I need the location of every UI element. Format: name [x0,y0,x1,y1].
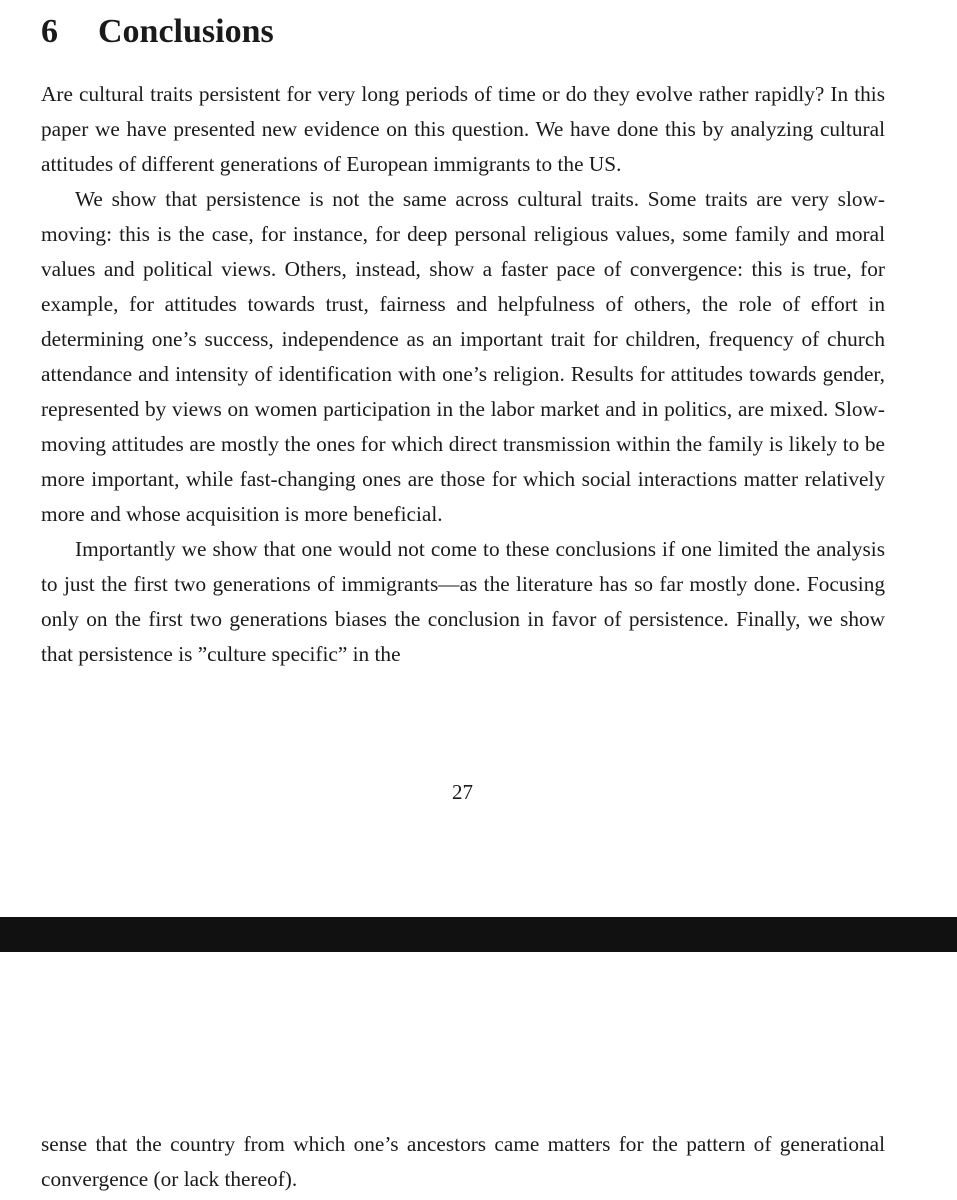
page-break-divider [0,917,957,952]
paragraph-3: Importantly we show that one would not come to these conclusions if one limited the analysis to just the first two generations of immigrants—as the literature has so far mostly done. Focusing only on the first two generations biases the conclusion in favor of persistence. Finally, we show that persistence is ”culture specific” in the [41,537,885,666]
paragraph-1: Are cultural traits persistent for very long periods of time or do they evolve rather rapidly? In this paper we have presented new evidence on this question. We have done this by analyzing cultural attitudes of different generations of European immigrants to the US. [41,82,885,176]
section-title: Conclusions [98,13,274,50]
page-number: 27 [452,780,473,804]
section-heading [41,10,274,54]
continuation-paragraph: sense that the country from which one’s ancestors came matters for the pattern of generational convergence (or lack thereof). [41,1132,885,1191]
body-text [41,77,885,672]
paragraph-2: We show that persistence is not the same across cultural traits. Some traits are very slow-moving: this is the case, for instance, for deep personal religious values, some family and moral values and political views. Others, instead, show a faster pace of convergence: this is true, for example, for attitudes towards trust, fairness and helpfulness of others, the role of effort in determining one’s success, independence as an important trait for children, frequency of church attendance and intensity of identification with one’s religion. Results for attitudes towards gender, represented by views on women participation in the labor market and in politics, are mixed. Slow-moving attitudes are mostly the ones for which direct transmission within the family is likely to be more important, while fast-changing ones are those for which social interactions matter relatively more and whose acquisition is more beneficial. [41,187,885,526]
section-number: 6 [41,13,58,50]
